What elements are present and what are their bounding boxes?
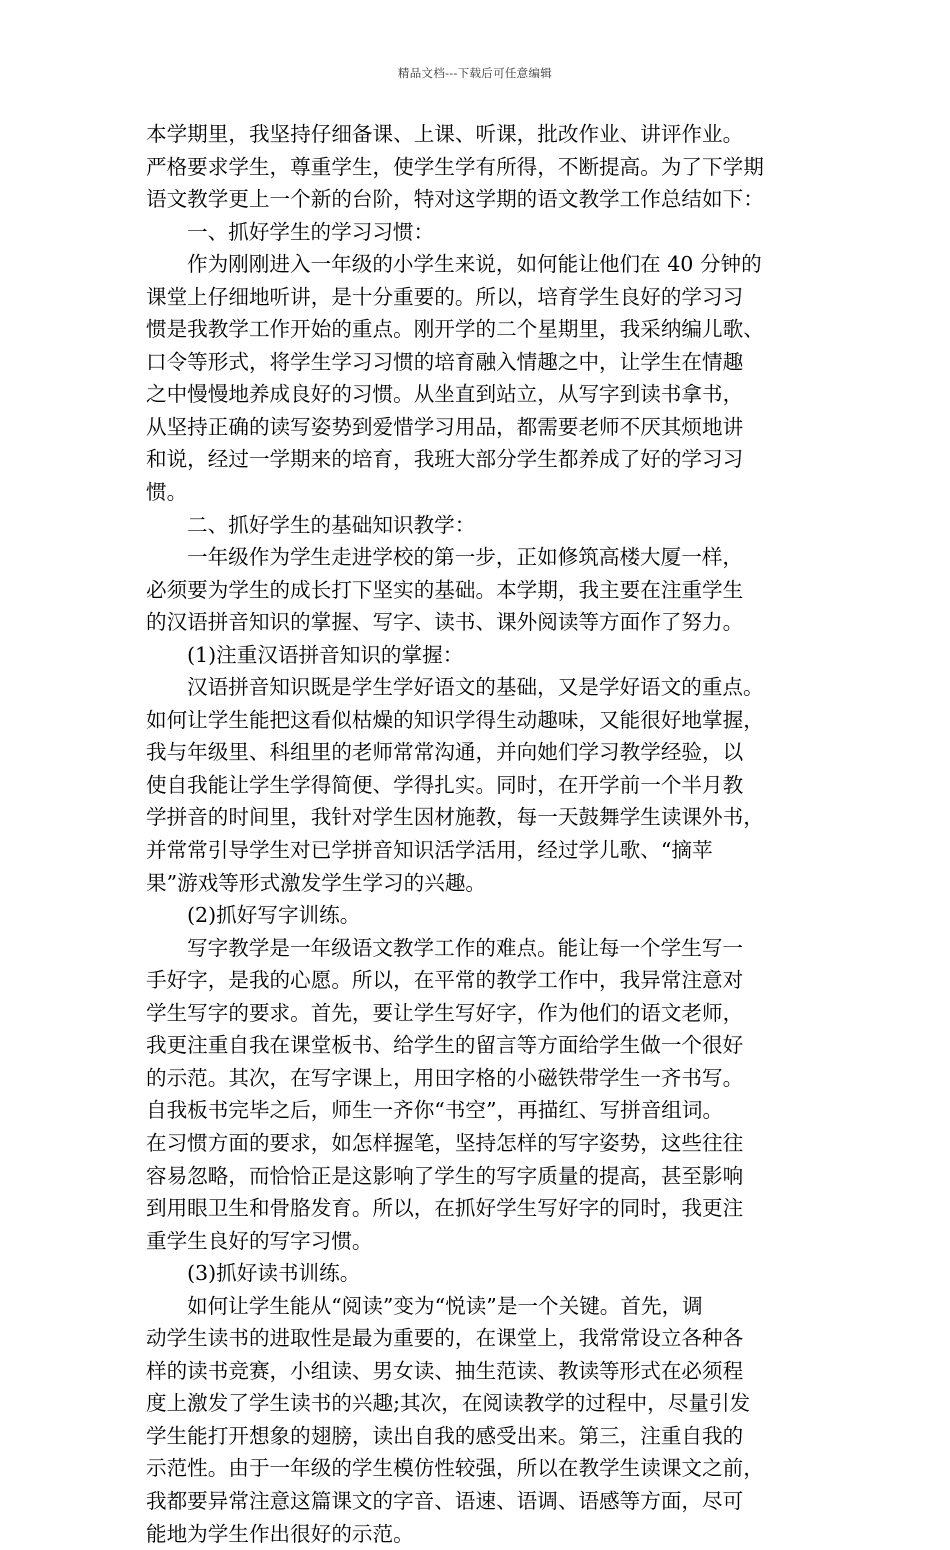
text-line: 重学生良好的写字习惯。 bbox=[146, 1228, 373, 1253]
text-line: 学生能打开想象的翅膀，读出自我的感受出来。第三，注重自我的 bbox=[146, 1423, 744, 1448]
text-line: 果”游戏等形式激发学生学习的兴趣。 bbox=[146, 870, 487, 895]
text-line: 课堂上仔细地听讲，是十分重要的。所以，培育学生良好的学习习 bbox=[146, 284, 744, 309]
text-line: 本学期里，我坚持仔细备课、上课、听课，批改作业、讲评作业。 bbox=[146, 122, 744, 146]
text-line: 之中慢慢地养成良好的习惯。从坐直到站立，从写字到读书拿书， bbox=[146, 382, 744, 407]
text-line: 一年级作为学生走进学校的第一步，正如修筑高楼大厦一样， bbox=[187, 545, 744, 570]
text-line: (2)抓好写字训练。 bbox=[187, 903, 361, 928]
text-line: 到用眼卫生和骨胳发育。所以，在抓好学生写好字的同时，我更注 bbox=[146, 1196, 744, 1221]
text-line: (1)注重汉语拼音知识的掌握： bbox=[187, 642, 464, 667]
text-line: 写字教学是一年级语文教学工作的难点。能让每一个学生写一 bbox=[187, 935, 744, 960]
document-body bbox=[146, 118, 806, 1550]
page-header: 精品文档---下载后可任意编辑 bbox=[397, 66, 553, 80]
text-line: 容易忽略，而恰恰正是这影响了学生的写字质量的提高，甚至影响 bbox=[146, 1163, 744, 1188]
text-line: 学拼音的时间里，我针对学生因材施教，每一天鼓舞学生读课外书， bbox=[146, 805, 764, 830]
text-line: 作为刚刚进入一年级的小学生来说，如何能让他们在 40 分钟的 bbox=[187, 252, 762, 277]
text-line: 并常常引导学生对已学拼音知识活学活用，经过学儿歌、“摘苹 bbox=[146, 838, 713, 863]
text-line: 动学生读书的进取性是最为重要的，在课堂上，我常常设立各种各 bbox=[146, 1326, 744, 1351]
text-line: 学生写字的要求。首先，要让学生写好字，作为他们的语文老师， bbox=[146, 1000, 744, 1025]
text-line: 严格要求学生，尊重学生，使学生学有所得，不断提高。为了下学期 bbox=[146, 154, 764, 179]
text-line: 使自我能让学生学得简便、学得扎实。同时，在开学前一个半月教 bbox=[146, 772, 744, 797]
text-line: 在习惯方面的要求，如怎样握笔，坚持怎样的写字姿势，这些往往 bbox=[146, 1130, 744, 1155]
text-line: 从坚持正确的读写姿势到爱惜学习用品，都需要老师不厌其烦地讲 bbox=[146, 414, 744, 439]
text-line: 手好字，是我的心愿。所以，在平常的教学工作中，我异常注意对 bbox=[146, 968, 744, 993]
text-line: 的汉语拼音知识的掌握、写字、读书、课外阅读等方面作了努力。 bbox=[146, 610, 744, 635]
text-line: 度上激发了学生读书的兴趣;其次，在阅读教学的过程中，尽量引发 bbox=[146, 1391, 751, 1416]
text-line: 汉语拼音知识既是学生学好语文的基础，又是学好语文的重点。 bbox=[187, 675, 764, 700]
text-line: 的示范。其次，在写字课上，用田字格的小磁铁带学生一齐书写。 bbox=[146, 1065, 744, 1090]
text-line: 我更注重自我在课堂板书、给学生的留言等方面给学生做一个很好 bbox=[146, 1033, 744, 1058]
text-line: 如何让学生能把这看似枯燥的知识学得生动趣味，又能很好地掌握， bbox=[146, 707, 764, 732]
text-line: 惯。 bbox=[146, 480, 188, 505]
text-line: 口令等形式，将学生学习习惯的培育融入情趣之中，让学生在情趣 bbox=[146, 349, 744, 374]
text-line: (3)抓好读书训练。 bbox=[187, 1261, 361, 1286]
text-line: 自我板书完毕之后，师生一齐你“书空”，再描红、写拼音组词。 bbox=[146, 1098, 724, 1123]
text-line: 能地为学生作出很好的示范。 bbox=[146, 1521, 414, 1546]
text-line: 必须要为学生的成长打下坚实的基础。本学期，我主要在注重学生 bbox=[146, 577, 744, 602]
text-line: 我与年级里、科组里的老师常常沟通，并向她们学习教学经验，以 bbox=[146, 740, 744, 765]
text-line: 一、抓好学生的学习习惯： bbox=[187, 219, 435, 244]
text-line: 和说，经过一学期来的培育，我班大部分学生都养成了好的学习习 bbox=[146, 447, 744, 472]
text-line: 示范性。由于一年级的学生模仿性较强，所以在教学生读课文之前， bbox=[146, 1456, 764, 1481]
text-line: 我都要异常注意这篇课文的字音、语速、语调、语感等方面，尽可 bbox=[146, 1488, 744, 1513]
text-line: 如何让学生能从“阅读”变为“悦读”是一个关键。首先，调 bbox=[187, 1293, 703, 1318]
text-line: 二、抓好学生的基础知识教学： bbox=[187, 512, 476, 537]
text-line: 惯是我教学工作开始的重点。刚开学的二个星期里，我采纳编儿歌、 bbox=[146, 317, 764, 342]
text-line: 样的读书竞赛，小组读、男女读、抽生范读、教读等形式在必须程 bbox=[146, 1358, 744, 1383]
text-line: 语文教学更上一个新的台阶，特对这学期的语文教学工作总结如下： bbox=[146, 187, 764, 212]
